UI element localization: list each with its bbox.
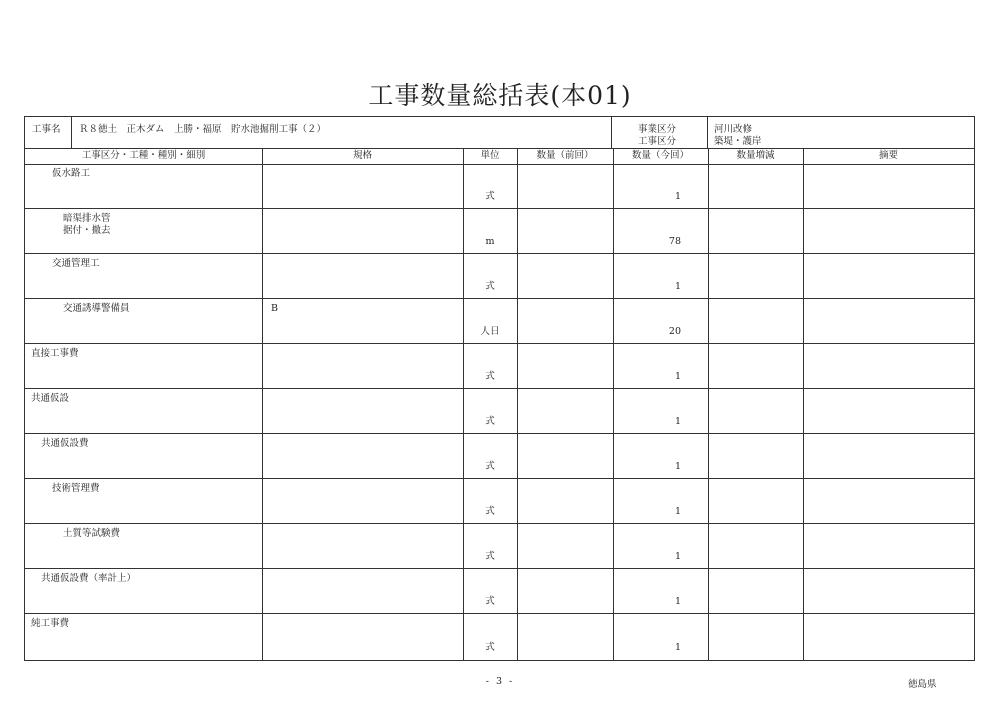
column-header-qty-current: 数量（今回）	[631, 150, 689, 161]
item-unit: 式	[485, 281, 495, 292]
item-qty-current: 1	[674, 371, 681, 382]
item-unit: 式	[485, 642, 495, 653]
category-value-cell	[708, 117, 974, 148]
project-header	[25, 117, 974, 149]
table-row	[25, 479, 974, 524]
item-qty-current: 1	[674, 461, 681, 472]
item-name-line: 交通管理工	[52, 258, 100, 269]
project-name-cell	[72, 117, 612, 148]
item-name	[63, 528, 120, 540]
work-category-label: 工事区分	[638, 136, 677, 147]
item-name-line: 土質等試験費	[63, 528, 121, 539]
table-row	[25, 209, 974, 254]
item-unit: 式	[485, 596, 495, 607]
item-qty-current: 1	[674, 596, 681, 607]
item-qty-current: 20	[668, 326, 681, 337]
organization-name: 徳島県	[908, 679, 937, 690]
item-name	[52, 258, 100, 270]
item-spec: B	[271, 303, 278, 314]
page-number: - 3 -	[485, 676, 515, 687]
item-name-line: 据付・撤去	[63, 225, 111, 236]
column-header-row	[25, 148, 974, 165]
item-qty-current: 1	[674, 281, 681, 292]
project-label: 工事名	[32, 124, 61, 135]
project-name: Ｒ８徳土 正木ダム 上勝・福原 貯水池掘削工事（２）	[79, 124, 327, 135]
item-unit: 式	[485, 371, 495, 382]
column-header-item: 工事区分・工種・種別・細別	[81, 150, 206, 161]
item-name	[31, 348, 79, 360]
item-name	[31, 393, 69, 405]
table-row	[25, 389, 974, 434]
table-row	[25, 344, 974, 389]
item-name-line: 交通誘導警備員	[63, 303, 130, 314]
item-name	[52, 483, 100, 495]
page-title: 工事数量総括表(本01)	[368, 81, 632, 110]
item-name-line: 共通仮設	[31, 393, 70, 404]
item-name-line: 純工事費	[31, 618, 70, 629]
item-name-line: 暗渠排水管	[63, 213, 111, 224]
table-row	[25, 434, 974, 479]
column-header-qty-previous: 数量（前回）	[536, 150, 594, 161]
project-label-cell	[25, 117, 72, 148]
item-name-line: 共通仮設費	[41, 438, 89, 449]
business-category-label: 事業区分	[638, 124, 677, 135]
business-category-value: 河川改修	[714, 124, 753, 135]
table-row	[25, 614, 974, 659]
item-unit: 式	[485, 416, 495, 427]
column-header-spec: 規格	[352, 150, 372, 161]
item-unit: 式	[485, 461, 495, 472]
item-unit: m	[485, 236, 495, 247]
column-header-unit: 単位	[480, 150, 500, 161]
table-row	[25, 254, 974, 299]
summary-table	[24, 116, 975, 661]
table-row	[25, 299, 974, 344]
item-name	[52, 168, 90, 180]
item-qty-current: 1	[674, 416, 681, 427]
item-name	[41, 573, 136, 585]
item-qty-current: 1	[674, 506, 681, 517]
column-header-qty-change: 数量増減	[736, 150, 775, 161]
item-name-line: 仮水路工	[52, 168, 91, 179]
column-header-remarks: 摘要	[878, 150, 898, 161]
item-qty-current: 78	[668, 236, 681, 247]
table-row	[25, 569, 974, 614]
item-unit: 人日	[480, 326, 500, 337]
work-category-value: 築堤・護岸	[714, 136, 762, 147]
item-unit: 式	[485, 506, 495, 517]
item-qty-current: 1	[674, 551, 681, 562]
item-name	[31, 618, 69, 630]
table-row	[25, 164, 974, 209]
item-unit: 式	[485, 551, 495, 562]
item-qty-current: 1	[674, 191, 681, 202]
item-name-line: 共通仮設費（率計上）	[41, 573, 137, 584]
item-qty-current: 1	[674, 642, 681, 653]
item-name	[63, 213, 111, 237]
category-label-cell	[612, 117, 708, 148]
item-name-line: 直接工事費	[31, 348, 79, 359]
item-name	[41, 438, 89, 450]
item-name	[63, 303, 130, 315]
item-name-line: 技術管理費	[52, 483, 100, 494]
item-unit: 式	[485, 191, 495, 202]
table-row	[25, 524, 974, 569]
